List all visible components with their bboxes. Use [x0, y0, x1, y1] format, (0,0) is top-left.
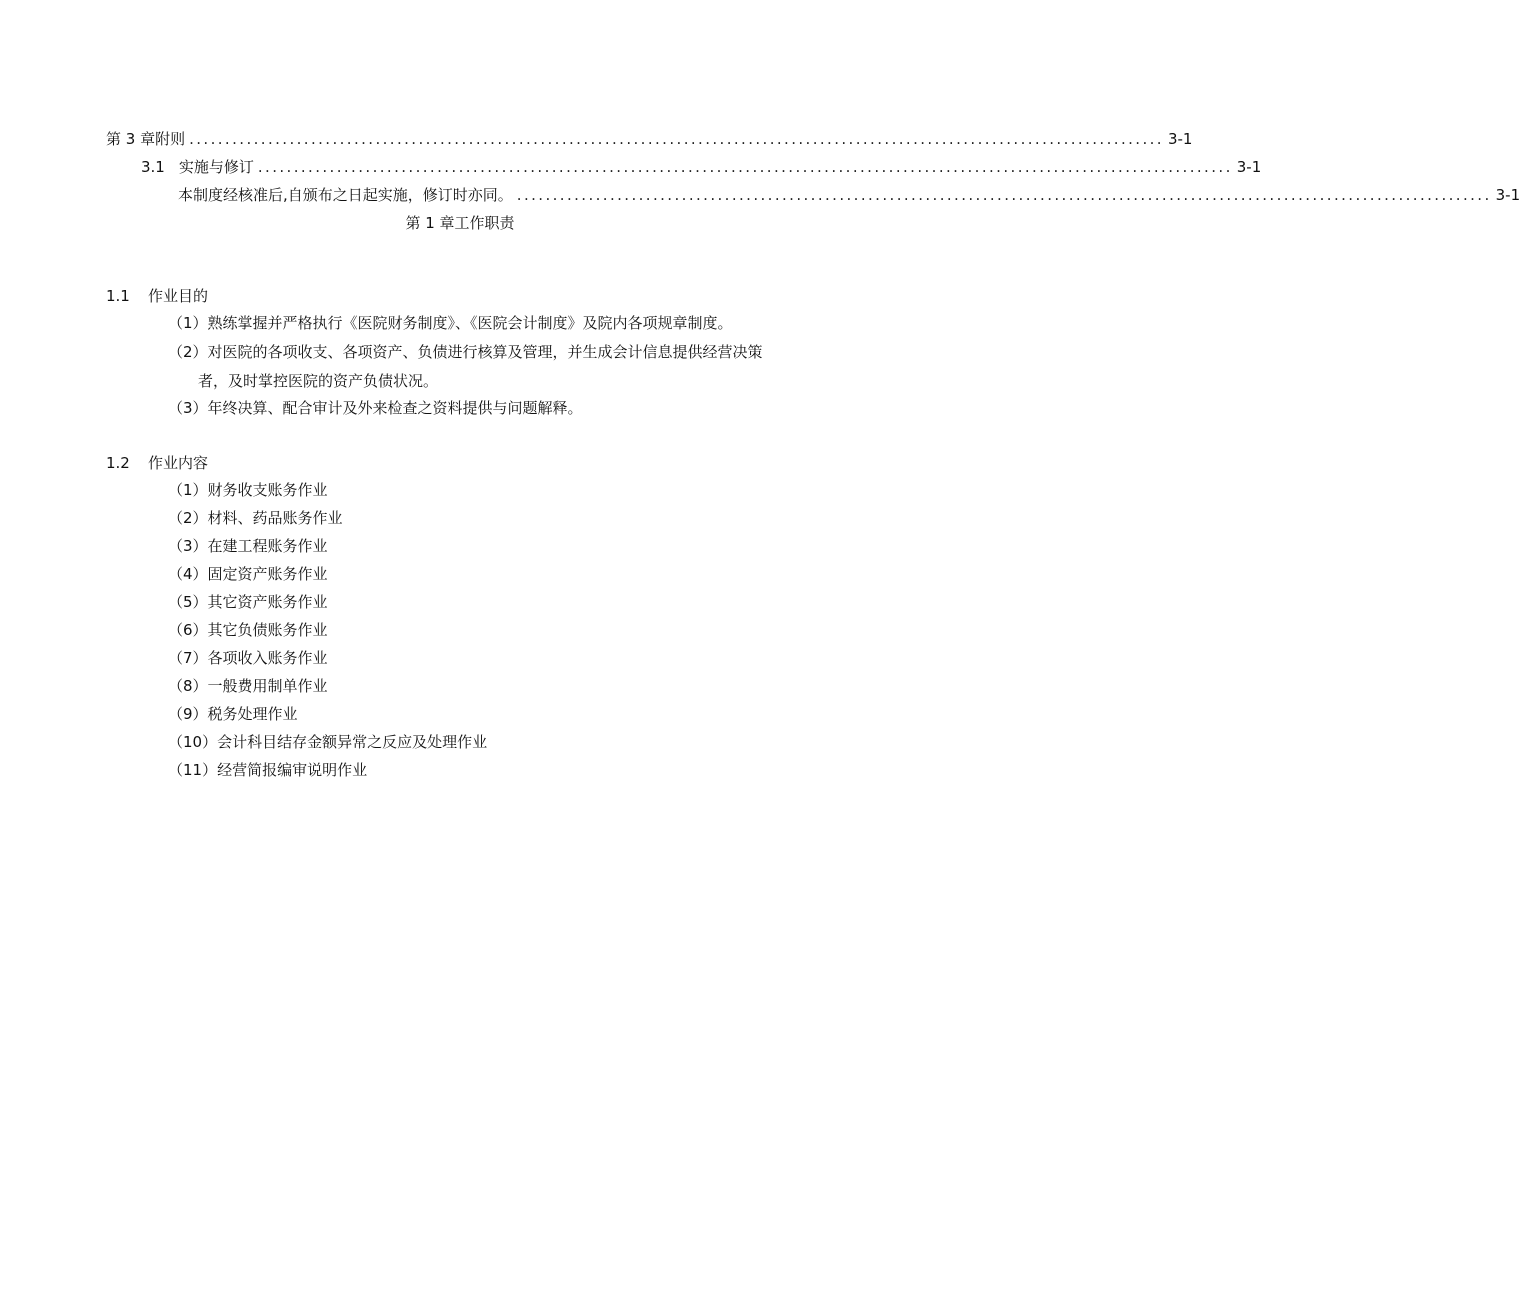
list-item	[168, 644, 834, 672]
item-index: （10）	[168, 733, 218, 751]
toc-entry-implementation[interactable]	[178, 184, 1520, 206]
item-text: 对医院的各项收支、各项资产、负债进行核算及管理，并生成会计信息提供经营决策	[207, 343, 763, 361]
item-index: （5）	[168, 593, 208, 611]
item-index: （4）	[168, 565, 208, 583]
toc-leader-dots: ........................................................................................................................................	[257, 158, 1233, 176]
item-index: （6）	[168, 621, 208, 639]
toc-entry-chapter-3[interactable]	[106, 128, 1193, 150]
toc-title: 本制度经核准后,自颁布之日起实施，修订时亦同。	[178, 186, 513, 204]
item-index: （9）	[168, 705, 208, 723]
list-item	[168, 338, 834, 396]
toc-page-number: 3-1	[1167, 130, 1193, 148]
list-item	[168, 672, 834, 700]
item-index: （11）	[168, 761, 218, 779]
item-text: 经营简报编审说明作业	[217, 761, 368, 779]
list-item	[168, 756, 834, 784]
list-item	[168, 616, 834, 644]
toc-title: 第 3 章附则	[106, 130, 186, 148]
item-index: （1）	[168, 314, 208, 332]
item-text: 会计科目结存金额异常之反应及处理作业	[217, 733, 488, 751]
chapter-title: 第 1 章工作职责	[405, 214, 515, 232]
item-text: 一般费用制单作业	[207, 677, 328, 695]
item-text: 年终决算、配合审计及外来检查之资料提供与问题解释。	[207, 399, 583, 417]
list-item	[168, 532, 834, 560]
item-index: （2）	[168, 509, 208, 527]
list-item	[168, 504, 834, 532]
list-item	[168, 560, 834, 588]
section-number: 1.1	[106, 287, 130, 305]
item-text: 固定资产账务作业	[207, 565, 328, 583]
toc-leader-dots: ........................................................................................................................................	[189, 130, 1164, 148]
item-index: （8）	[168, 677, 208, 695]
item-index: （3）	[168, 399, 208, 417]
item-text: 各项收入账务作业	[207, 649, 328, 667]
item-index: （7）	[168, 649, 208, 667]
list-item	[168, 700, 834, 728]
toc-entry-3-1[interactable]	[141, 156, 1262, 178]
section-number: 1.2	[106, 454, 130, 472]
item-index: （2）	[168, 343, 208, 361]
list-item	[168, 394, 834, 422]
toc-number: 3.1	[141, 158, 165, 176]
item-text: 在建工程账务作业	[207, 537, 328, 555]
item-text: 税务处理作业	[207, 705, 298, 723]
item-text: 其它资产账务作业	[207, 593, 328, 611]
item-index: （3）	[168, 537, 208, 555]
item-text: 其它负债账务作业	[207, 621, 328, 639]
item-text-continuation: 者，及时掌控医院的资产负债状况。	[198, 372, 439, 390]
toc-title: 实施与修订	[178, 158, 254, 176]
list-item	[168, 588, 834, 616]
section-title: 作业目的	[148, 287, 209, 305]
toc-leader-dots: ........................................................................................................................................	[516, 186, 1492, 204]
list-item	[168, 309, 834, 337]
item-index: （1）	[168, 481, 208, 499]
section-heading-1-2	[106, 452, 208, 474]
section-heading-1-1	[106, 285, 208, 307]
list-item	[168, 728, 834, 756]
section-title: 作业内容	[148, 454, 209, 472]
toc-page-number: 3-1	[1495, 186, 1520, 204]
item-text: 熟练掌握并严格执行《医院财务制度》、《医院会计制度》及院内各项规章制度。	[207, 314, 733, 332]
item-text: 财务收支账务作业	[207, 481, 328, 499]
toc-page-number: 3-1	[1236, 158, 1262, 176]
item-text: 材料、药品账务作业	[207, 509, 343, 527]
list-item	[168, 476, 834, 504]
